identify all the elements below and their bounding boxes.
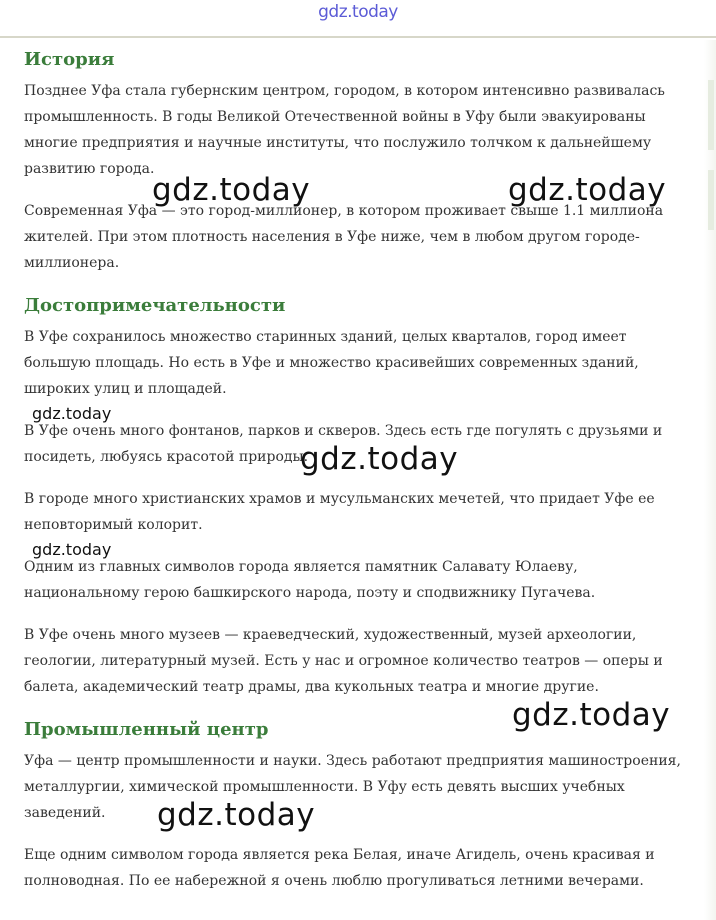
section-title-history: История (24, 49, 115, 70)
watermark: gdz.today (508, 172, 667, 208)
watermark: gdz.today (157, 797, 316, 833)
watermark: gdz.today (32, 540, 112, 559)
paragraph: Одним из главных символов города является памятник Салавату Юлаеву, национальному герою башкирского народа, поэту и сподвижнику Пугачева. (24, 559, 596, 601)
watermark: gdz.today (512, 697, 671, 733)
side-decoration (704, 40, 716, 920)
paragraph: Еще одним символом города является река Белая, иначе Агидель, очень красивая и полноводная. По ее набережной я очень люблю прогуливаться летними вечерами. (24, 847, 655, 889)
watermark: gdz.today (152, 172, 311, 208)
site-logo[interactable]: gdz.today (318, 2, 398, 22)
page-header (0, 0, 716, 33)
section-title-industry: Промышленный центр (24, 719, 269, 740)
watermark: gdz.today (300, 441, 459, 477)
article-content (24, 46, 694, 894)
side-mark (708, 80, 714, 150)
paragraph: Современная Уфа — это город-миллионер, в котором проживает свыше 1.1 миллиона жителей. При этом плотность населения в Уфе ниже, чем в любом другом городе-миллионера. (24, 203, 664, 271)
paragraph: В Уфе очень много музеев — краеведческий, художественный, музей археологии, геологии, литературный музей. Есть у нас и огромное количество театров — оперы и балета, академический театр драмы, два кукольных театра и многие другие. (24, 627, 663, 695)
paragraph: В Уфе сохранилось множество старинных зданий, целых кварталов, город имеет большую площадь. Но есть в Уфе и множество красивейших современных зданий, широких улиц и площадей. (24, 329, 639, 397)
paragraph: В Уфе очень много фонтанов, парков и скверов. Здесь есть где погулять с друзьями и посидеть, любуясь красотой природы. (24, 423, 663, 465)
side-mark (708, 170, 714, 230)
header-divider (0, 36, 716, 38)
paragraph: Уфа — центр промышленности и науки. Здесь работают предприятия машиностроения, металлургии, химической промышленности. В Уфу есть девять высших учебных заведений. (24, 753, 681, 821)
section-title-sights: Достопримечательности (24, 295, 286, 316)
paragraph: В городе много христианских храмов и мусульманских мечетей, что придает Уфе ее неповторимый колорит. (24, 491, 655, 533)
paragraph: Позднее Уфа стала губернским центром, городом, в котором интенсивно развивалась промышленность. В годы Великой Отечественной войны в Уфу были эвакуированы многие предприятия и научные институты, что послужило толчком к дальнейшему развитию города. (24, 83, 665, 177)
watermark: gdz.today (32, 404, 112, 423)
